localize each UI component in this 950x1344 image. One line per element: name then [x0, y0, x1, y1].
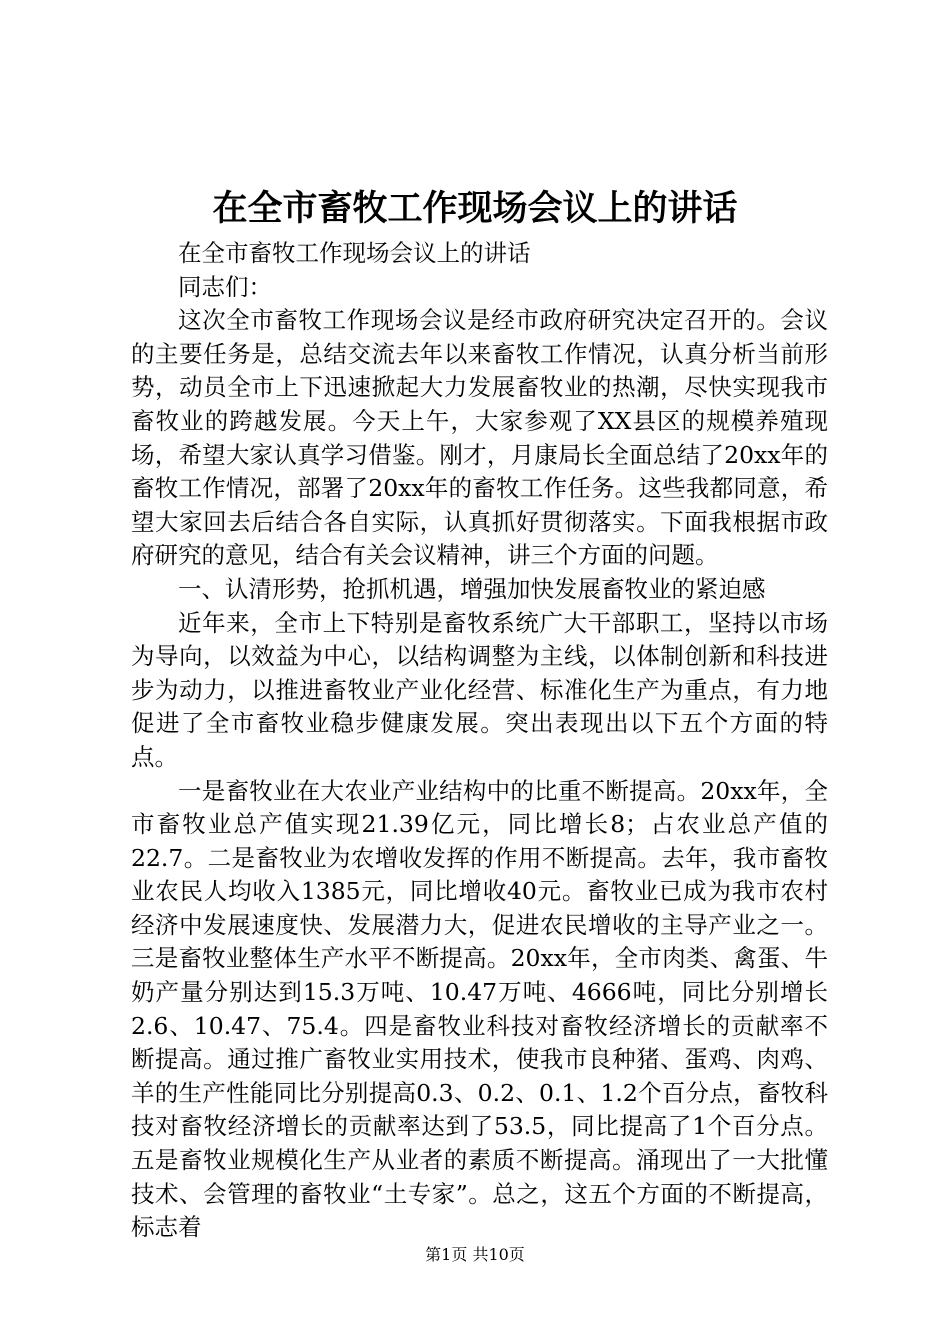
salutation-paragraph: 同志们：	[178, 272, 272, 301]
page-number-footer: 第1页 共10页	[425, 1245, 525, 1264]
section-heading-1: 一、认清形势，抢抓机遇，增强加快发展畜牧业的紧迫感	[178, 574, 766, 603]
intro-paragraph: 这次全市畜牧工作现场会议是经市政府研究决定召开的。会议的主要任务是，总结交流去年以来畜牧工作情况，认真分析当前形势，动员全市上下迅速掀起大力发展畜牧业的热潮，尽快实现我市畜牧业的跨越发展。今天上午，大家参观了XX县区的规模养殖现场，希望大家认真学习借鉴。刚才，月康局长全面总结了20xx年的畜牧工作情况，部署了20xx年的畜牧工作任务。这些我都同意，希望大家回去后结合各自实际，认真抓好贯彻落实。下面我根据市政府研究的意见，结合有关会议精神，讲三个方面的问题。	[131, 306, 828, 570]
document-title: 在全市畜牧工作现场会议上的讲话	[212, 189, 738, 229]
body-paragraph: 近年来，全市上下特别是畜牧系统广大干部职工，坚持以市场为导向，以效益为中心，以结构调整为主线，以体制创新和科技进步为动力，以推进畜牧业产业化经营、标准化生产为重点，有力地促进了全市畜牧业稳步健康发展。突出表现出以下五个方面的特点。	[131, 608, 828, 771]
body-paragraph: 一是畜牧业在大农业产业结构中的比重不断提高。20xx年，全市畜牧业总产值实现21.39亿元，同比增长8；占农业总产值的22.7。二是畜牧业为农增收发挥的作用不断提高。去年，我市畜牧业农民人均收入1385元，同比增收40元。畜牧业已成为我市农村经济中发展速度快、发展潜力大，促进农民增收的主导产业之一。三是畜牧业整体生产水平不断提高。20xx年，全市肉类、禽蛋、牛奶产量分别达到15.3万吨、10.47万吨、4666吨，同比分别增长2.6、10.47、75.4。四是畜牧业科技对畜牧经济增长的贡献率不断提高。通过推广畜牧业实用技术，使我市良种猪、蛋鸡、肉鸡、羊的生产性能同比分别提高0.3、0.2、0.1、1.2个百分点，畜牧科技对畜牧经济增长的贡献率达到了53.5，同比提高了1个百分点。五是畜牧业规模化生产从业者的素质不断提高。涌现出了一大批懂技术、会管理的畜牧业“土专家”。总之，这五个方面的不断提高，标志着	[131, 776, 828, 1242]
document-body	[131, 237, 828, 1245]
subtitle-paragraph: 在全市畜牧工作现场会议上的讲话	[178, 239, 531, 267]
